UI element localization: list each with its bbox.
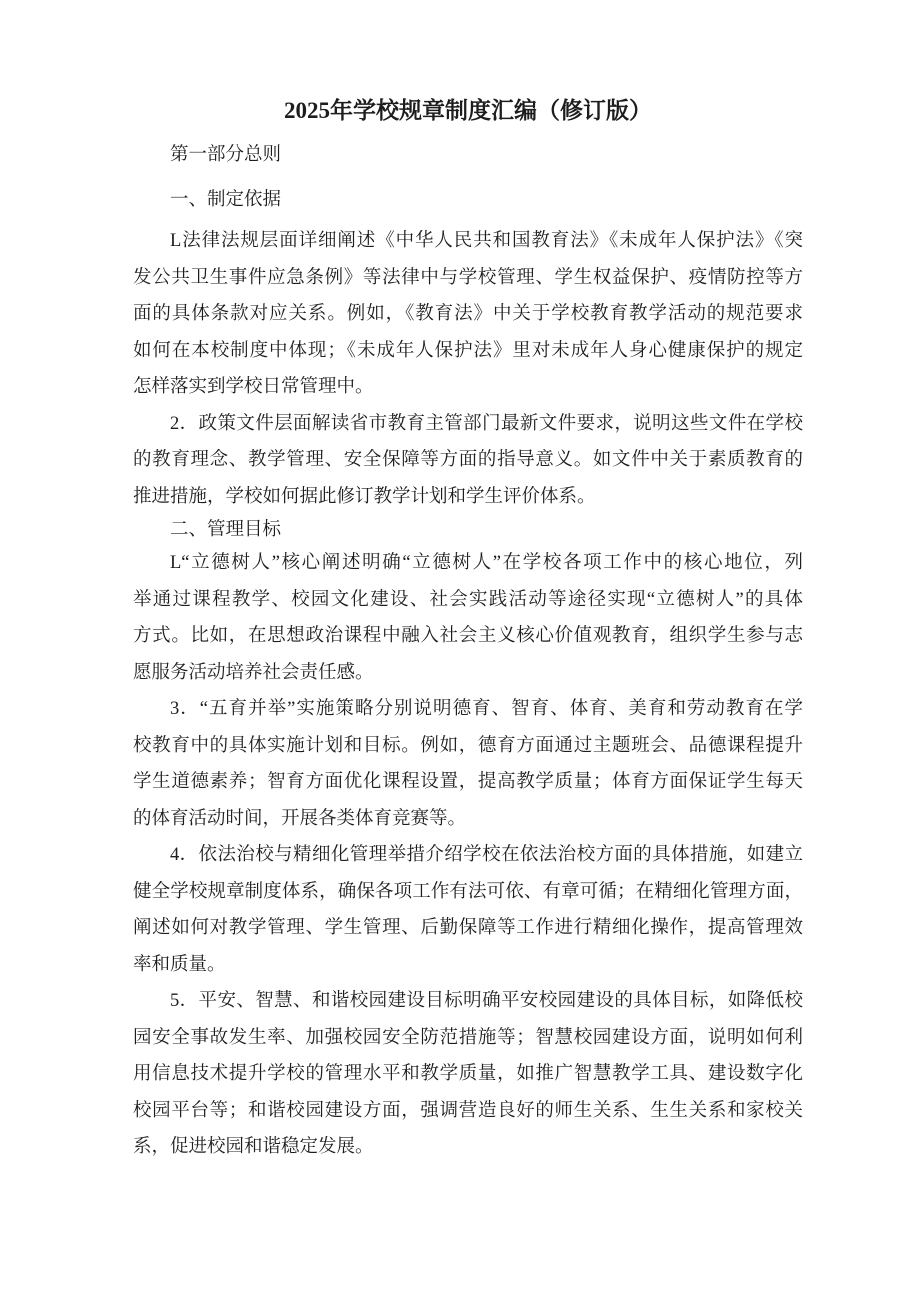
text-line: 校园平台等；和谐校园建设方面，强调营造良好的师生关系、生生关系和家校关 <box>133 1100 803 1121</box>
text-line: 的教育理念、教学管理、安全保障等方面的指导意义。如文件中关于素质教育的 <box>133 450 803 470</box>
document-title: 2025年学校规章制度汇编（修订版） <box>284 98 652 123</box>
section-heading: 二、管理目标 <box>170 520 282 540</box>
paragraph <box>133 691 803 837</box>
text-line: 率和质量。 <box>133 954 226 975</box>
text-line: 园安全事故发生率、加强校园安全防范措施等；智慧校园建设方面，说明如何利 <box>133 1027 803 1048</box>
text-line: 方式。比如，在思想政治课程中融入社会主义核心价值观教育，组织学生参与志 <box>133 626 803 646</box>
text-line: 如何在本校制度中体现；《未成年人保护法》里对未成年人身心健康保护的规定 <box>133 340 803 361</box>
text-line: 举通过课程教学、校园文化建设、社会实践活动等途径实现“立德树人”的具体 <box>133 589 803 610</box>
text-line: L“立德树人”核心阐述明确“立德树人”在学校各项工作中的核心地位，列 <box>170 553 803 573</box>
text-line: 健全学校规章制度体系，确保各项工作有法可依、有章可循；在精细化管理方面， <box>133 881 803 902</box>
text-line: 发公共卫生事件应急条例》等法律中与学校管理、学生权益保护、疫情防控等方 <box>133 267 803 288</box>
text-line: 5．平安、智慧、和谐校园建设目标明确平安校园建设的具体目标，如降低校 <box>170 991 803 1011</box>
text-line: 系，促进校园和谐稳定发展。 <box>133 1137 374 1157</box>
text-line: 校教育中的具体实施计划和目标。例如，德育方面通过主题班会、品德课程提升 <box>133 735 803 756</box>
text-line: 用信息技术提升学校的管理水平和教学质量，如推广智慧教学工具、建设数字化 <box>133 1064 803 1084</box>
section-heading: 第一部分总则 <box>170 145 282 165</box>
paragraph <box>133 223 803 406</box>
paragraph <box>133 406 803 516</box>
text-line: 3．“五育并举”实施策略分别说明德育、智育、体育、美育和劳动教育在学 <box>170 699 803 719</box>
text-line: 4．依法治校与精细化管理举措介绍学校在依法治校方面的具体措施，如建立 <box>170 845 803 865</box>
text-line: 的体育活动时间，开展各类体育竞赛等。 <box>133 808 467 829</box>
paragraph <box>133 545 803 691</box>
text-line: 阐述如何对教学管理、学生管理、后勤保障等工作进行精细化操作，提高管理效 <box>133 918 803 938</box>
paragraph <box>133 837 803 983</box>
document-body <box>133 133 803 1166</box>
section-heading: 一、制定依据 <box>170 190 282 210</box>
text-line: 面的具体条款对应关系。例如，《教育法》中关于学校教育教学活动的规范要求 <box>133 304 803 324</box>
text-line: 愿服务活动培养社会责任感。 <box>133 662 374 683</box>
text-line: 推进措施，学校如何据此修订教学计划和学生评价体系。 <box>133 486 596 507</box>
text-line: 学生道德素养；智育方面优化课程设置，提高教学质量；体育方面保证学生每天 <box>133 772 803 792</box>
paragraph <box>133 983 803 1166</box>
text-line: 2．政策文件层面解读省市教育主管部门最新文件要求，说明这些文件在学校 <box>170 413 803 434</box>
text-line: L法律法规层面详细阐述《中华人民共和国教育法》《未成年人保护法》《突 <box>170 231 803 251</box>
text-line: 怎样落实到学校日常管理中。 <box>133 377 374 397</box>
